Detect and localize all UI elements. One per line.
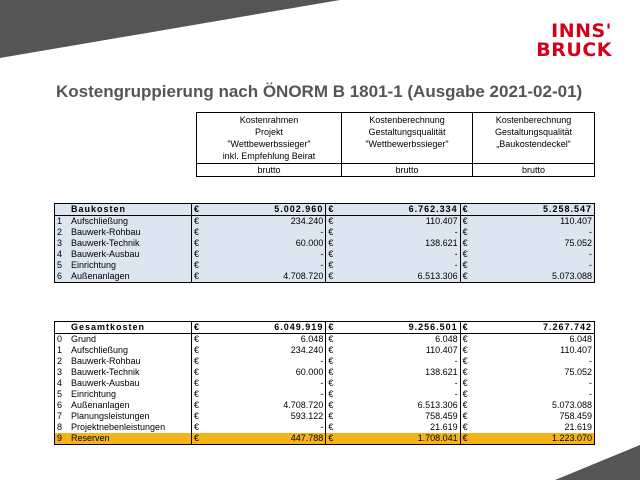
- currency-symbol: €: [326, 249, 339, 260]
- currency-symbol: €: [460, 389, 473, 400]
- total-value: 6.762.334: [338, 204, 460, 216]
- table-row: [55, 345, 595, 356]
- row-label: Bauwerk-Ausbau: [71, 378, 140, 388]
- cost-value: 5.073.088: [551, 400, 592, 410]
- cost-value: 758.459: [559, 411, 592, 421]
- currency-symbol: €: [460, 345, 473, 356]
- cost-value: -: [589, 389, 592, 399]
- table-row: [55, 411, 595, 422]
- table-row: [55, 378, 595, 389]
- currency-symbol: €: [326, 433, 339, 445]
- currency-symbol: €: [192, 400, 205, 411]
- currency-symbol: €: [192, 411, 205, 422]
- table-row: [55, 249, 595, 260]
- currency-symbol: €: [460, 378, 473, 389]
- currency-symbol: €: [460, 227, 473, 238]
- cost-value: 75.052: [473, 238, 595, 249]
- currency-symbol: €: [460, 249, 473, 260]
- column-header-line: Projekt: [254, 127, 283, 137]
- cost-value: 6.513.306: [417, 400, 458, 410]
- currency-symbol: €: [326, 216, 339, 228]
- cost-value: -: [320, 356, 324, 366]
- gesamtkosten-table: [54, 321, 595, 445]
- column-basis: brutto: [197, 164, 342, 177]
- currency-symbol: €: [460, 271, 473, 283]
- table-row: [55, 356, 595, 367]
- column-header-line: inkl. Empfehlung Beirat: [222, 151, 316, 161]
- cost-value: -: [473, 227, 595, 238]
- currency-symbol: €: [460, 367, 473, 378]
- cost-value: 6.513.306: [338, 271, 460, 283]
- cost-value: -: [320, 422, 324, 432]
- column-header: [473, 113, 595, 164]
- cost-value: -: [454, 389, 458, 399]
- cost-value: 593.122: [290, 411, 324, 421]
- currency-symbol: €: [192, 367, 205, 378]
- column-basis: brutto: [473, 164, 595, 177]
- currency-symbol: €: [326, 334, 339, 346]
- cost-value: 447.788: [204, 433, 326, 445]
- currency-symbol: €: [192, 227, 205, 238]
- cost-value: -: [454, 356, 458, 366]
- cost-value: -: [473, 260, 595, 271]
- currency-symbol: €: [460, 322, 473, 334]
- cost-value: 1.708.041: [338, 433, 460, 445]
- currency-symbol: €: [192, 216, 205, 228]
- cost-value: -: [204, 249, 326, 260]
- cost-value: -: [204, 227, 326, 238]
- column-header-line: Kostenrahmen: [239, 115, 299, 125]
- gesamtkosten-total-row: [55, 322, 595, 334]
- cost-value: 60.000: [204, 238, 326, 249]
- column-header-line: Gestaltungsqualität: [495, 127, 573, 137]
- column-header-line: "Wettbewerbssieger": [365, 139, 449, 149]
- table-row: [55, 422, 595, 433]
- cost-value: -: [454, 378, 458, 388]
- section-label: Gesamtkosten: [69, 322, 192, 334]
- logo-line-2: BRUCK: [536, 39, 612, 61]
- currency-symbol: €: [192, 260, 205, 271]
- cost-value: 75.052: [564, 367, 592, 377]
- row-number: 5: [55, 260, 70, 271]
- currency-symbol: €: [192, 433, 205, 445]
- currency-symbol: €: [326, 227, 339, 238]
- cost-value: 234.240: [290, 345, 324, 355]
- cost-value: -: [589, 378, 592, 388]
- baukosten-table: [54, 203, 595, 283]
- section-label: Baukosten: [69, 204, 192, 216]
- currency-symbol: €: [460, 334, 473, 346]
- currency-symbol: €: [192, 238, 205, 249]
- row-number: 1: [55, 216, 70, 228]
- row-number: 4: [55, 249, 70, 260]
- currency-symbol: €: [326, 322, 339, 334]
- row-number: 3: [55, 238, 70, 249]
- total-value: 6.049.919: [204, 322, 326, 334]
- cost-value: 138.621: [425, 367, 458, 377]
- table-row: [55, 238, 595, 249]
- column-header-line: „Baukostendeckel“: [496, 139, 571, 149]
- cost-value: 110.407: [560, 345, 592, 355]
- row-number: 2: [55, 227, 70, 238]
- cost-value: 6.048: [569, 334, 592, 344]
- currency-symbol: €: [460, 238, 473, 249]
- row-label: Außenanlagen: [69, 271, 192, 283]
- row-number: 8: [57, 422, 63, 432]
- total-value: 5.258.547: [473, 204, 595, 216]
- row-number: [55, 322, 70, 334]
- cost-value: -: [320, 389, 324, 399]
- column-basis: brutto: [341, 164, 472, 177]
- row-label: Bauwerk-Rohbau: [71, 356, 141, 366]
- currency-symbol: €: [326, 271, 339, 283]
- column-header-line: "Wettbewerbssieger": [227, 139, 311, 149]
- currency-symbol: €: [192, 249, 205, 260]
- currency-symbol: €: [326, 356, 339, 367]
- currency-symbol: €: [326, 400, 339, 411]
- cost-value: 21.619: [564, 422, 592, 432]
- row-number: 6: [55, 271, 70, 283]
- row-label: Bauwerk-Ausbau: [69, 249, 192, 260]
- table-row: [55, 271, 595, 283]
- row-label: Außenanlagen: [71, 400, 130, 410]
- cost-value: -: [589, 356, 592, 366]
- row-label: Aufschließung: [69, 216, 192, 228]
- cost-value: 4.708.720: [204, 271, 326, 283]
- row-number: [55, 204, 70, 216]
- row-number: 6: [57, 400, 63, 410]
- currency-symbol: €: [460, 356, 473, 367]
- total-value: 9.256.501: [338, 322, 460, 334]
- currency-symbol: €: [192, 334, 205, 346]
- currency-symbol: €: [326, 411, 339, 422]
- currency-symbol: €: [192, 389, 205, 400]
- currency-symbol: €: [460, 260, 473, 271]
- cost-value: 138.621: [338, 238, 460, 249]
- table-row: [55, 389, 595, 400]
- cost-value: 21.619: [430, 422, 458, 432]
- cost-value: -: [473, 249, 595, 260]
- row-label: Planungsleistungen: [71, 411, 150, 421]
- column-header-line: Kostenberechnung: [369, 115, 445, 125]
- total-value: 7.267.742: [473, 322, 595, 334]
- row-number: 1: [57, 345, 63, 355]
- row-number: 2: [57, 356, 63, 366]
- currency-symbol: €: [326, 260, 339, 271]
- currency-symbol: €: [192, 204, 205, 216]
- row-label: Aufschließung: [71, 345, 129, 355]
- cost-value: -: [338, 260, 460, 271]
- currency-symbol: €: [326, 238, 339, 249]
- row-number: 7: [57, 411, 63, 421]
- currency-symbol: €: [460, 216, 473, 228]
- cost-value: 110.407: [425, 345, 458, 355]
- row-number: 3: [57, 367, 63, 377]
- cost-value: 110.407: [473, 216, 595, 228]
- currency-symbol: €: [326, 389, 339, 400]
- currency-symbol: €: [192, 322, 205, 334]
- cost-value: 758.459: [425, 411, 458, 421]
- currency-symbol: €: [326, 378, 339, 389]
- table-row: [55, 400, 595, 411]
- row-number: 5: [57, 389, 63, 399]
- cost-value: 6.048: [300, 334, 324, 344]
- total-value: 5.002.960: [204, 204, 326, 216]
- row-label: Grund: [71, 334, 97, 344]
- column-header-line: Gestaltungsqualität: [368, 127, 446, 137]
- currency-symbol: €: [326, 422, 339, 433]
- row-label: Projektnebenleistungen: [71, 422, 166, 432]
- currency-symbol: €: [460, 204, 473, 216]
- currency-symbol: €: [326, 204, 339, 216]
- baukosten-total-row: [55, 204, 595, 216]
- cost-value: 110.407: [338, 216, 460, 228]
- page-title: Kostengruppierung nach ÖNORM B 1801-1 (Ausgabe 2021-02-01): [56, 82, 583, 101]
- row-label: Bauwerk-Technik: [71, 367, 140, 377]
- cost-value: -: [204, 260, 326, 271]
- table-row: [55, 433, 595, 445]
- currency-symbol: €: [192, 378, 205, 389]
- column-header-table: [196, 112, 595, 177]
- column-header-line: Kostenberechnung: [495, 115, 572, 125]
- logo-line-1: INNS': [551, 20, 612, 42]
- row-number: 4: [57, 378, 63, 388]
- currency-symbol: €: [192, 356, 205, 367]
- cost-value: 1.223.070: [473, 433, 595, 445]
- cost-value: -: [338, 249, 460, 260]
- table-row: [55, 227, 595, 238]
- table-row: [55, 260, 595, 271]
- currency-symbol: €: [192, 271, 205, 283]
- cost-value: -: [320, 378, 324, 388]
- cost-value: 6.048: [435, 334, 458, 344]
- table-row: [55, 367, 595, 378]
- row-number: 0: [57, 334, 63, 344]
- cost-value: -: [338, 227, 460, 238]
- currency-symbol: €: [460, 411, 473, 422]
- cost-value: 4.708.720: [283, 400, 324, 410]
- logo: [536, 22, 612, 60]
- cost-value: 5.073.088: [473, 271, 595, 283]
- table-row: [55, 216, 595, 228]
- currency-symbol: €: [460, 433, 473, 445]
- row-label: Reserven: [69, 433, 192, 445]
- currency-symbol: €: [192, 345, 205, 356]
- table-row: [55, 334, 595, 346]
- currency-symbol: €: [460, 422, 473, 433]
- row-number: 9: [55, 433, 70, 445]
- cost-value: 234.240: [204, 216, 326, 228]
- cost-value: 60.000: [295, 367, 324, 377]
- column-header: [341, 113, 472, 164]
- row-label: Bauwerk-Rohbau: [69, 227, 192, 238]
- currency-symbol: €: [326, 345, 339, 356]
- currency-symbol: €: [460, 400, 473, 411]
- row-label: Bauwerk-Technik: [69, 238, 192, 249]
- column-header: [197, 113, 342, 164]
- row-label: Einrichtung: [69, 260, 192, 271]
- row-label: Einrichtung: [71, 389, 117, 399]
- currency-symbol: €: [192, 422, 205, 433]
- currency-symbol: €: [326, 367, 339, 378]
